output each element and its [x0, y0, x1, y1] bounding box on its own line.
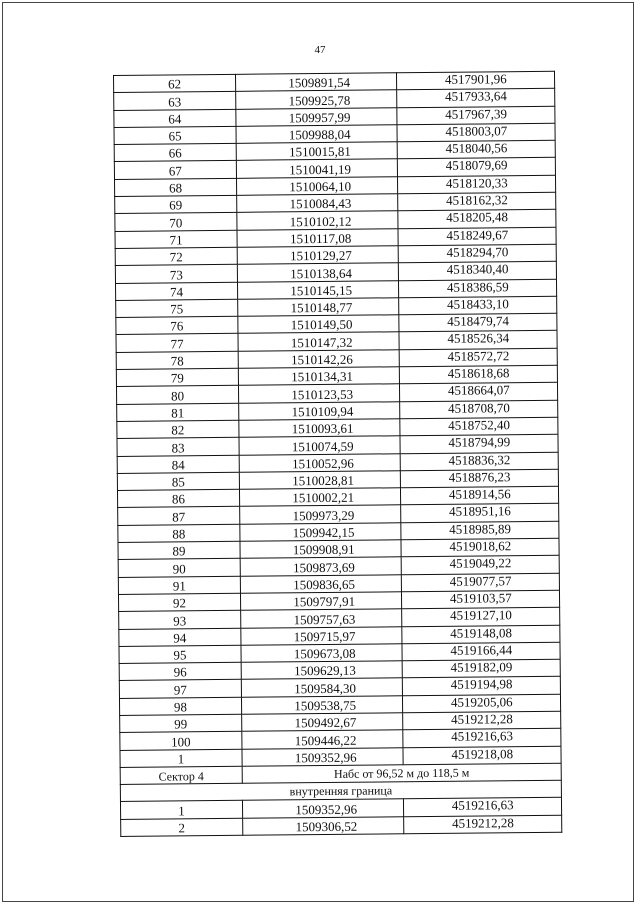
- y-coordinate-cell: 4517901,96: [397, 71, 555, 90]
- y-coordinate-cell: 4518572,72: [400, 348, 558, 367]
- x-coordinate-cell: 1510147,32: [238, 332, 400, 351]
- y-coordinate-cell: 4518794,99: [400, 434, 558, 453]
- x-coordinate-cell: 1509973,29: [240, 505, 402, 524]
- x-coordinate-cell: 1510134,31: [238, 367, 400, 386]
- x-coordinate-cell: 1510149,50: [238, 315, 400, 334]
- point-number-cell: 81: [117, 403, 239, 421]
- point-number-cell: 99: [120, 714, 242, 732]
- x-coordinate-cell: 1510015,81: [236, 142, 398, 161]
- x-coordinate-cell: 1509538,75: [241, 695, 403, 714]
- x-coordinate-cell: 1509492,67: [242, 713, 404, 732]
- y-coordinate-cell: 4519077,57: [402, 573, 560, 592]
- x-coordinate-cell: 1510148,77: [238, 298, 400, 317]
- y-coordinate-cell: 4518951,16: [401, 504, 559, 523]
- y-coordinate-cell: 4517933,64: [397, 89, 555, 108]
- point-number-cell: 88: [118, 524, 240, 542]
- point-number-cell: 80: [116, 386, 238, 404]
- point-number-cell: 76: [116, 316, 238, 334]
- x-coordinate-cell: 1509673,08: [241, 644, 403, 663]
- x-coordinate-cell: 1510002,21: [239, 488, 401, 507]
- point-number-cell: 83: [117, 438, 239, 456]
- point-number-cell: 79: [116, 368, 238, 386]
- point-number-cell: 87: [118, 507, 240, 525]
- y-coordinate-cell: 4518079,69: [398, 158, 556, 177]
- x-coordinate-cell: 1509446,22: [242, 730, 404, 749]
- x-coordinate-cell: 1509925,78: [236, 90, 398, 109]
- y-coordinate-cell: 4518479,74: [399, 313, 557, 332]
- y-coordinate-cell: 4519103,57: [402, 590, 560, 609]
- x-coordinate-cell: 1510109,94: [239, 401, 401, 420]
- point-number-cell: 82: [117, 420, 239, 438]
- y-coordinate-cell: 4518294,70: [399, 244, 557, 263]
- y-coordinate-cell: 4519212,28: [404, 815, 562, 834]
- x-coordinate-cell: 1510142,26: [238, 350, 400, 369]
- table-row: [121, 815, 562, 837]
- x-coordinate-cell: 1510145,15: [237, 280, 399, 299]
- point-number-cell: 100: [120, 732, 242, 750]
- point-number-cell: 73: [115, 265, 237, 283]
- point-number-cell: 89: [118, 541, 240, 559]
- x-coordinate-cell: 1509908,91: [240, 540, 402, 559]
- y-coordinate-cell: 4518120,33: [398, 175, 556, 194]
- section-header: внутренняя граница: [120, 780, 561, 802]
- y-coordinate-cell: 4518205,48: [398, 210, 556, 229]
- point-number-cell: 95: [119, 645, 241, 663]
- x-coordinate-cell: 1510074,59: [239, 436, 401, 455]
- y-coordinate-cell: 4518162,32: [398, 192, 556, 211]
- point-number-cell: 86: [117, 489, 239, 507]
- point-number-cell: 2: [121, 818, 243, 836]
- x-coordinate-cell: 1509988,04: [236, 125, 398, 144]
- y-coordinate-cell: 4518836,32: [401, 452, 559, 471]
- point-number-cell: 91: [118, 576, 240, 594]
- x-coordinate-cell: 1510041,19: [236, 159, 398, 178]
- x-coordinate-cell: 1510102,12: [237, 211, 399, 230]
- x-coordinate-cell: 1509873,69: [240, 557, 402, 576]
- sector-body: [120, 763, 561, 802]
- point-number-cell: 69: [115, 195, 237, 213]
- x-coordinate-cell: 1509584,30: [241, 678, 403, 697]
- x-coordinate-cell: 1509797,91: [240, 592, 402, 611]
- page-number: 47: [314, 44, 326, 56]
- point-number-cell: 1: [120, 749, 242, 767]
- point-number-cell: 72: [115, 247, 237, 265]
- point-number-cell: 63: [114, 92, 236, 110]
- x-coordinate-cell: 1510084,43: [237, 194, 399, 213]
- coordinates-table: [113, 71, 562, 837]
- x-coordinate-cell: 1510093,61: [239, 419, 401, 438]
- x-coordinate-cell: 1509891,54: [235, 73, 397, 92]
- x-coordinate-cell: 1510028,81: [239, 471, 401, 490]
- y-coordinate-cell: 4518003,07: [397, 123, 555, 142]
- y-coordinate-cell: 4519148,08: [402, 625, 560, 644]
- point-number-cell: 85: [117, 472, 239, 490]
- y-coordinate-cell: 4519216,63: [404, 798, 562, 817]
- y-coordinate-cell: 4518433,10: [399, 296, 557, 315]
- coordinates-body-bottom: [120, 798, 561, 837]
- sector-label: Сектор 4: [120, 766, 242, 784]
- y-coordinate-cell: 4519218,08: [403, 746, 561, 765]
- x-coordinate-cell: 1509715,97: [241, 626, 403, 645]
- y-coordinate-cell: 4519216,63: [403, 729, 561, 748]
- y-coordinate-cell: 4519212,28: [403, 711, 561, 730]
- x-coordinate-cell: 1509757,63: [241, 609, 403, 628]
- point-number-cell: 67: [114, 161, 236, 179]
- point-number-cell: 70: [115, 213, 237, 231]
- x-coordinate-cell: 1510138,64: [237, 263, 399, 282]
- x-coordinate-cell: 1510052,96: [239, 453, 401, 472]
- point-number-cell: 94: [119, 628, 241, 646]
- y-coordinate-cell: 4518340,40: [399, 262, 557, 281]
- x-coordinate-cell: 1509629,13: [241, 661, 403, 680]
- y-coordinate-cell: 4519127,10: [402, 607, 560, 626]
- point-number-cell: 68: [115, 178, 237, 196]
- x-coordinate-cell: 1509942,15: [240, 522, 402, 541]
- y-coordinate-cell: 4518664,07: [400, 383, 558, 402]
- point-number-cell: 97: [119, 680, 241, 698]
- x-coordinate-cell: 1510123,53: [238, 384, 400, 403]
- x-coordinate-cell: 1509352,96: [242, 799, 404, 818]
- y-coordinate-cell: 4519049,22: [402, 556, 560, 575]
- y-coordinate-cell: 4518526,34: [399, 331, 557, 350]
- point-number-cell: 77: [116, 334, 238, 352]
- point-number-cell: 66: [114, 144, 236, 162]
- x-coordinate-cell: 1509836,65: [240, 574, 402, 593]
- y-coordinate-cell: 4518040,56: [398, 140, 556, 159]
- y-coordinate-cell: 4519205,06: [403, 694, 561, 713]
- y-coordinate-cell: 4518249,67: [398, 227, 556, 246]
- x-coordinate-cell: 1509352,96: [242, 747, 404, 766]
- y-coordinate-cell: 4518876,23: [401, 469, 559, 488]
- x-coordinate-cell: 1510129,27: [237, 246, 399, 265]
- x-coordinate-cell: 1510117,08: [237, 228, 399, 247]
- coordinates-body-top: [114, 71, 562, 767]
- point-number-cell: 90: [118, 559, 240, 577]
- x-coordinate-cell: 1509306,52: [243, 817, 405, 836]
- point-number-cell: 84: [117, 455, 239, 473]
- y-coordinate-cell: 4518386,59: [399, 279, 557, 298]
- point-number-cell: 96: [119, 662, 241, 680]
- point-number-cell: 1: [120, 801, 242, 819]
- y-coordinate-cell: 4519018,62: [401, 538, 559, 557]
- point-number-cell: 78: [116, 351, 238, 369]
- point-number-cell: 65: [114, 126, 236, 144]
- y-coordinate-cell: 4518752,40: [400, 417, 558, 436]
- y-coordinate-cell: 4518618,68: [400, 365, 558, 384]
- point-number-cell: 75: [116, 299, 238, 317]
- y-coordinate-cell: 4518708,70: [400, 400, 558, 419]
- x-coordinate-cell: 1510064,10: [236, 177, 398, 196]
- y-coordinate-cell: 4519182,09: [403, 659, 561, 678]
- point-number-cell: 92: [118, 593, 240, 611]
- point-number-cell: 98: [119, 697, 241, 715]
- y-coordinate-cell: 4518914,56: [401, 486, 559, 505]
- y-coordinate-cell: 4519194,98: [403, 677, 561, 696]
- y-coordinate-cell: 4517967,39: [397, 106, 555, 125]
- point-number-cell: 64: [114, 109, 236, 127]
- sector-description: Набс от 96,52 м до 118,5 м: [242, 763, 561, 783]
- y-coordinate-cell: 4518985,89: [401, 521, 559, 540]
- point-number-cell: 74: [115, 282, 237, 300]
- x-coordinate-cell: 1509957,99: [236, 107, 398, 126]
- y-coordinate-cell: 4519166,44: [402, 642, 560, 661]
- point-number-cell: 93: [119, 611, 241, 629]
- point-number-cell: 71: [115, 230, 237, 248]
- point-number-cell: 62: [114, 74, 236, 92]
